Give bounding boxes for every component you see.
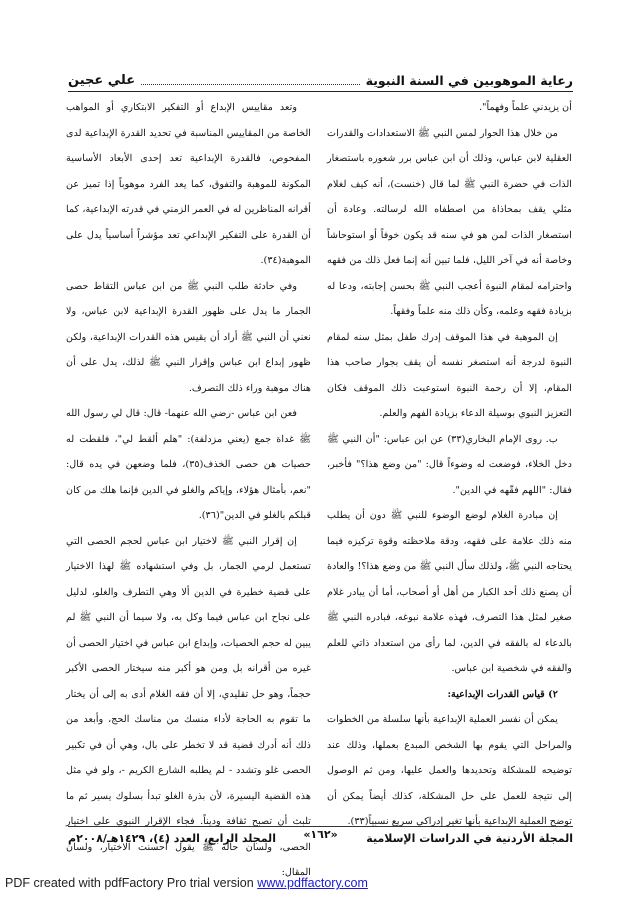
paragraph: فعن ابن عباس -رضي الله عنهما- قال: قال لي رسول الله ﷺ غداة جمع (يعني مزدلفة): "هلم ألقط لي"، فلقطت له حصيات هن حصى الخذف(٣٥)، فلما وضعهن في يده قال: "نعم، بأمثال هؤلاء، وإياكم والغلو في الدين فإنما هلك من كان قبلكم بالغلو في الدين"(٣٦).: [66, 408, 312, 521]
header-title: رعاية الموهوبين في السنة النبوية: [365, 73, 573, 88]
page-number: «١٦٢»: [303, 828, 338, 841]
page-number-value: ١٦٢: [310, 828, 331, 841]
paragraph: إن إقرار النبي ﷺ لاختيار ابن عباس لحجم الحصى التي تستعمل لرمي الجمار، بل وفي استشهاده ﷺ لهذا الاختيار على قضية خطيرة في الدين ألا وهي التطرف والغلو، لدليل على نجاح ابن عباس فيما وكل به، ولا سيما أن النبي ﷺ لم يبين له حجم الحصيات، وإبداع ابن عباس في اختيار الحصى أن غيره من أقرانه بل ومن هو أكبر منه سيختار الحصى الأكبر حجماً، وهو حل تقليدي، إلا أن فقه الغلام أدى به إلى أن يختار ما تقوم به الحاجة لأداء منسك من مناسك الحج، وأبعد من ذلك أنه أدرك قضية قد لا تخطر على بال، وهي أن في تكبير الحصى غلو وتشدد - لم يطلبه الشارع الكريم -، ولو في مثل هذه القضية اليسيرة، لأن بذرة الغلو تبدأ بسلوك يسير ثم ما تلبث أن تصبح ثقافة وديناً. فجاء الإقرار النبوي على اختيار الحصى، ولسان حاله ﷺ يقول أحسنت الاختيار، ولسان المقال:: [66, 535, 311, 878]
pdf-watermark-note: [5, 876, 368, 890]
left-column: [66, 95, 311, 886]
paragraph: وفي حادثة طلب النبي ﷺ من ابن عباس التقاط حصى الجمار ما يدل على ظهور القدرة الإبداعية لابن عباس، ولا نعني أن النبي ﷺ أراد أن يقيس هذه القدرات الإبداعية، ولكن ظهور إبداع ابن عباس وإقرار النبي ﷺ لذلك، يدل على أن هناك موهبة وراء ذلك التصرف.: [66, 280, 311, 394]
running-header: [68, 66, 573, 92]
paragraph: أن يزيدني علماً وفهماً".: [478, 102, 572, 113]
header-dotted-leader: [141, 75, 360, 85]
section-heading: ٢) قياس القدرات الإبداعية:: [447, 688, 558, 700]
paragraph: ب. روى الإمام البخاري(٣٣) عن ابن عباس: "أن النبي ﷺ دخل الخلاء، فوضعت له وضوءاً قال: "من وضع هذا؟" فأخبر، فقال: "اللهم فقّهه في الدين".: [327, 433, 572, 496]
paragraph: يمكن أن نفسر العملية الإبداعية بأنها سلسلة من الخطوات والمراحل التي يقوم بها الشخص المبدع بعملها، وذلك عند توضيحه للمشكلة وتحديدها والعمل عليها، ومن ثم الوصول إلى نتيجة للعمل على حل المشكلة، كذلك أيضاً يمكن أن توضح العملية الإبداعية بأنها تغير إدراكي سريع نسبياً(٣٣).: [327, 714, 572, 827]
header-author: علي عجين: [68, 73, 136, 88]
running-footer: [68, 826, 573, 847]
paragraph: إن مبادرة الغلام لوضع الوضوء للنبي ﷺ دون أن يطلب منه ذلك علامة على فقهه، ودقة ملاحظته وقوة تركيزه فيما يحتاجه النبي ﷺ، ولذلك سأل النبي ﷺ من وضع هذا؟! والعادة أن يصنع ذلك أحد الكبار من أهل أو أصحاب، أما أن يبادر غلام صغير لمثل هذا التصرف، فهذه علامة نبوغه، فبادره النبي ﷺ بالدعاء له بالفقه في الدين، لما رأى من استعداد ذاتي للعلم والفقه في شخصية ابن عباس.: [327, 510, 572, 674]
right-column: [327, 95, 572, 835]
pdf-note-text: PDF created with pdfFactory Pro trial version: [5, 876, 258, 890]
paragraph: من خلال هذا الحوار لمس النبي ﷺ الاستعدادات والقدرات العقلية لابن عباس، وذلك أن ابن عباس برر شعوره باستصغار الذات في حضرة النبي ﷺ لما قال (خنست)، أنه كيف لغلام مثلي يقف بمحاذاة من اصطفاه الله لرسالته. وعادة أن استصغار الذات لمن هو في سنه قد يكون خوفاً أو استوحاشاً وخاصة أنه في آخر الليل، فلما تبين أنه إنما فعل ذلك من فقهه واحترامه لمقام النبوة أعجب النبي ﷺ بحسن إجابته، ودعا له بزيادة فقهه وعلمه، وكأن ذلك منه علماً وفقهاً.: [327, 127, 572, 317]
footer-issue: المجلد الرابع، العدد (٤)، ١٤٢٩هـ/٢٠٠٨م: [68, 831, 276, 845]
paragraph: إن الموهبة في هذا الموقف إدرك طفل بمثل سنه لمقام النبوة لدرجة أنه استصغر نفسه أن يقف بجوار صاحب هذا المقام، إلا أن رحمة النبوة استوعبت ذلك الموقف فكان التعزيز النبوي بوسيلة الدعاء بزيادة الفهم والعلم.: [327, 331, 572, 419]
paragraph: وتعد مقاييس الإبداع أو التفكير الابتكاري أو المواهب الخاصة من المقاييس المناسبة في تحديد القدرة الإبداعية لدى المفحوص، فالقدرة الإبداعية تعد إحدى الأبعاد الأساسية المكونة للموهبة والتفوق، كما يعد الفرد موهوباً إذا تميز عن أقرانه المناظرين له في العمر الزمني في قدرته الإبداعية، كما أن القدرة على التفكير الإبداعي تعد مؤشراً أساسياً يدل على الموهبة(٣٤).: [66, 102, 311, 266]
footer-journal: المجلة الأردنية في الدراسات الإسلامية: [366, 831, 573, 845]
pdffactory-link[interactable]: www.pdffactory.com: [257, 876, 368, 890]
